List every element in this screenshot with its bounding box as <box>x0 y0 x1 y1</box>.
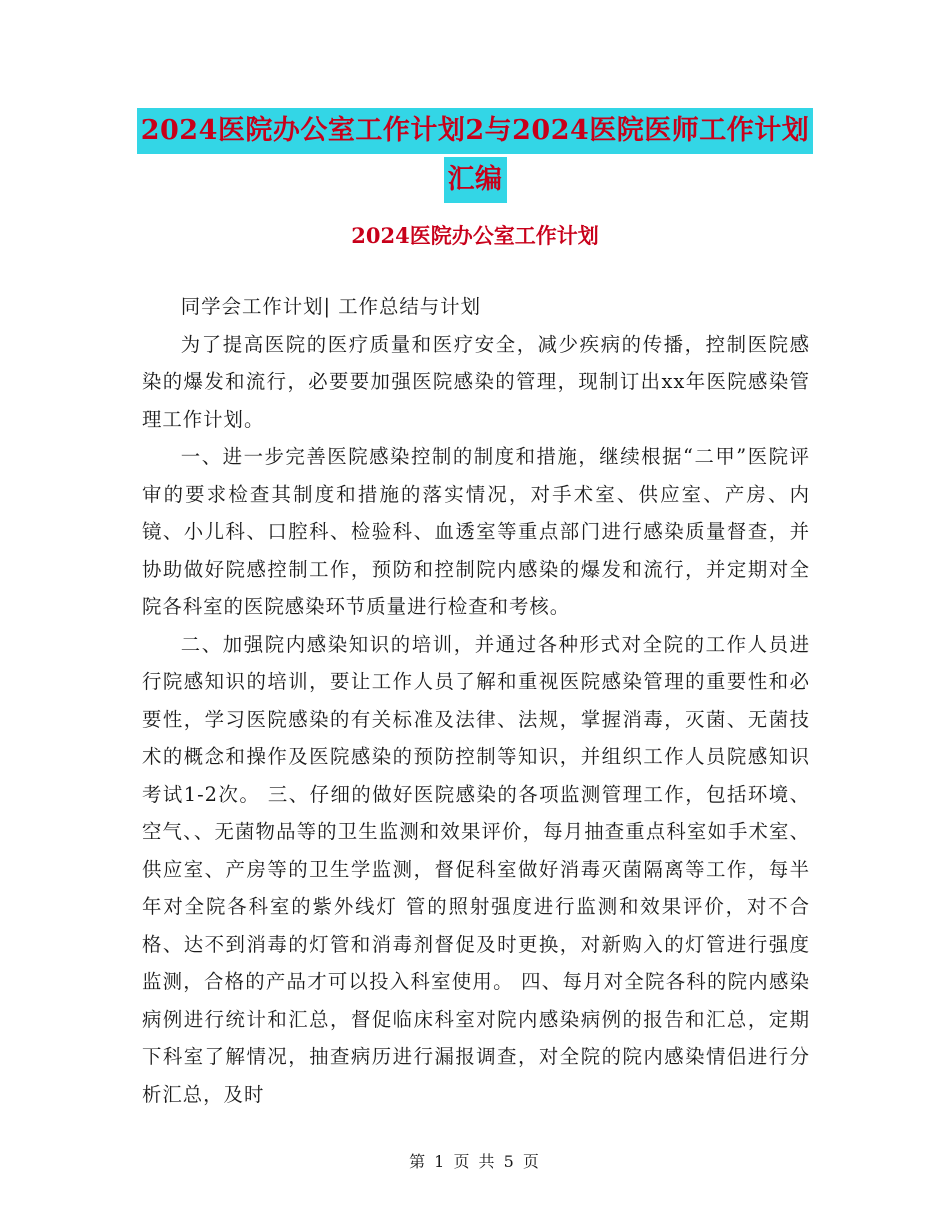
document-title <box>0 108 950 206</box>
paragraph-item-1: 一、进一步完善医院感染控制的制度和措施，继续根据“二甲”医院评 审的要求检查其制度和措施的落实情况，对手术室、供应室、产房、内镜、小儿科、口腔科、检验科、血透室等重点部门进行感染质量督查，并协助做好院感控制工作，预防和控制院内感染的爆发和流行，并定期对全院各科室的医院感染环节质量进行检查和考核。 <box>142 445 810 618</box>
document-body <box>142 288 810 1113</box>
document-title-line-1: 2024医院办公室工作计划2与2024医院医师工作计划 <box>137 108 814 154</box>
paragraph-intro: 为了提高医院的医疗质量和医疗安全，减少疾病的传播，控制医院感染的爆发和流行，必要要加强医院感染的管理，现制订出xx年医院感染管理工作计划。 <box>142 332 810 431</box>
section-title: 2024医院办公室工作计划 <box>351 223 599 248</box>
document-title-line-2: 汇编 <box>444 157 507 203</box>
page-footer: 第 1 页 共 5 页 <box>409 1152 541 1171</box>
paragraph-item-2: 二、加强院内感染知识的培训，并通过各种形式对全院的工作人员进行院感知识的培训，要让工作人员了解和重视医院感染管理的重要性和必要性，学习医院感染的有关标准及法律、法规，掌握消毒，灭菌、无菌技术的概念和操作及医院感染的预防控制等知识，并组织工作人员院感知识考试1-2次。 三、仔细的做好医院感染的各项监测管理工作，包括环境、空气、、无菌物品等的卫生监测和效果评价，每月抽查重点科室如手术室、供应室、产房等的卫生学监测，督促科室做好消毒灭菌隔离等工作，每半年对全院各科室的紫外线灯 管的照射强度进行监测和效果评价，对不合格、达不到消毒的灯管和消毒剂督促及时更换，对新购入的灯管进行强度监测，合格的产品才可以投入科室使用。 四、每月对全院各科的院内感染病例进行统计和汇总，督促临床科室对院内感染病例的报告和汇总，定期下科室了解情况，抽查病历进行漏报调查，对全院的院内感染情侣进行分析汇总，及时 <box>142 632 810 1106</box>
paragraph-subtitle: 同学会工作计划| 工作总结与计划 <box>180 295 481 318</box>
